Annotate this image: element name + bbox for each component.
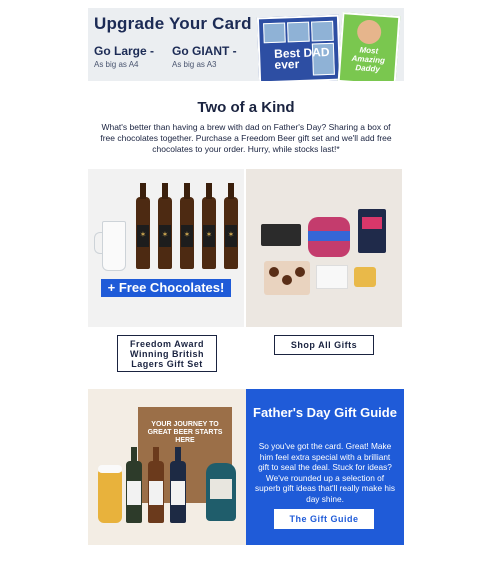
shop-all-gifts-button[interactable]: Shop All Gifts <box>274 335 374 355</box>
gift-box <box>261 224 301 246</box>
beer-bottle: ✶ <box>158 197 172 269</box>
gift-guide-title: Father's Day Gift Guide <box>253 405 397 420</box>
greeting-card <box>316 265 348 289</box>
beer-bottle: ✶ <box>224 197 238 269</box>
size-option-giant <box>172 44 237 69</box>
gift-guide-body: So you've got the card. Great! Make him feel extra special with a brilliant gift to seal the deal. Stuck for ideas? We've rounded up a selection of superb gift ideas that'll really make his day shine. <box>255 441 395 504</box>
banner-title: Upgrade Your Card <box>94 14 252 33</box>
gift-collection-image[interactable] <box>246 169 402 327</box>
beer-bottle: ✶ <box>180 197 194 269</box>
card-text: Most Amazing Daddy <box>351 45 386 74</box>
size-label: Go GIANT - <box>172 44 237 58</box>
beer-glass-image <box>102 221 126 271</box>
size-note: As big as A4 <box>94 60 139 69</box>
freedom-beer-gift-set-image[interactable] <box>88 169 244 327</box>
snack-tin <box>354 267 376 287</box>
size-label: Go Large - <box>94 44 155 58</box>
beer-bottle: ✶ <box>202 197 216 269</box>
size-option-large <box>94 44 154 69</box>
amazing-daddy-card-image <box>338 12 401 81</box>
gin-bottle <box>206 463 236 521</box>
gift-guide-panel <box>246 389 404 545</box>
dad-card-image <box>257 15 341 81</box>
section-title: Two of a Kind <box>197 99 295 116</box>
freedom-gift-set-button[interactable]: Freedom Award Winning British Lagers Gift Set <box>117 335 217 372</box>
crate-text: YOUR JOURNEY TO GREAT BEER STARTS HERE <box>147 421 223 444</box>
gift-guide-button[interactable]: The Gift Guide <box>274 509 374 529</box>
beer-bottle <box>126 461 142 523</box>
beer-bottle: ✶ <box>136 197 150 269</box>
cookie-plate <box>264 261 310 295</box>
beer-bottle <box>148 461 164 523</box>
upgrade-card-banner[interactable] <box>88 8 404 81</box>
coffee-bag <box>358 209 386 253</box>
beer-bottle <box>170 461 186 523</box>
pint-glass <box>98 471 122 523</box>
section-body: What's better than having a brew with dad on Father's Day? Sharing a box of free chocolates together. Purchase a Freedom Beer gift set and we'll add free chocolates to your order. Hurry, while stocks last!* <box>100 122 392 154</box>
size-note: As big as A3 <box>172 60 217 69</box>
card-text: Best DAD ever <box>273 44 330 72</box>
wrapped-gift <box>308 217 350 257</box>
free-chocolates-badge: + Free Chocolates! <box>101 279 231 297</box>
craft-beer-box-image[interactable] <box>88 389 246 545</box>
